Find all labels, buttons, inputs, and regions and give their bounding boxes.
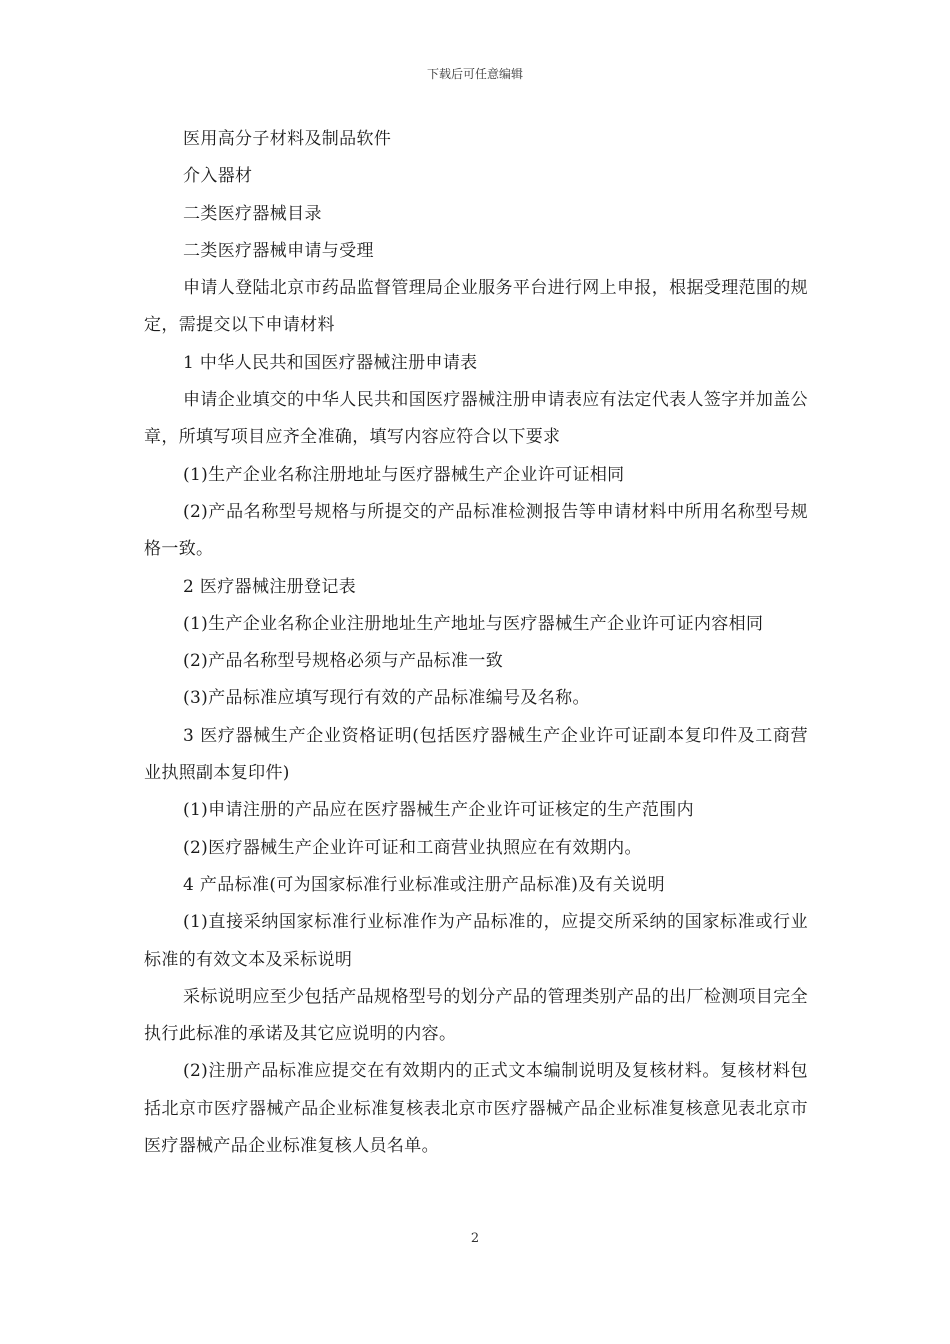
paragraph-item-1-req-1: (1)生产企业名称注册地址与医疗器械生产企业许可证相同 bbox=[183, 464, 625, 485]
paragraph-item-2-req-1: (1)生产企业名称企业注册地址生产地址与医疗器械生产企业许可证内容相同 bbox=[183, 613, 764, 634]
paragraph-section-catalog: 二类医疗器械目录 bbox=[183, 203, 322, 224]
paragraph-item-1-req-2: (2)产品名称型号规格与所提交的产品标准检测报告等申请材料中所用名称型号规格一致。 bbox=[144, 501, 808, 560]
paragraph-item-4-heading: 4 产品标准(可为国家标准行业标准或注册产品标准)及有关说明 bbox=[183, 874, 665, 895]
paragraph-section-application: 二类医疗器械申请与受理 bbox=[183, 240, 374, 261]
paragraph-item-4-req-2: (2)注册产品标准应提交在有效期内的正式文本编制说明及复核材料。复核材料包括北京市医疗器械产品企业标准复核表北京市医疗器械产品企业标准复核意见表北京市医疗器械产品企业标准复核人员名单。 bbox=[144, 1061, 808, 1157]
paragraph-item-4-adoption-note: 采标说明应至少包括产品规格型号的划分产品的管理类别产品的出厂检测项目完全执行此标准的承诺及其它应说明的内容。 bbox=[144, 986, 808, 1045]
paragraph-item-3-req-2: (2)医疗器械生产企业许可证和工商营业执照应在有效期内。 bbox=[183, 837, 642, 858]
document-body bbox=[144, 121, 808, 1165]
paragraph-catalog-item-polymer: 医用高分子材料及制品软件 bbox=[183, 129, 392, 149]
paragraph-item-2-req-2: (2)产品名称型号规格必须与产品标准一致 bbox=[183, 651, 504, 672]
paragraph-item-3-heading: 3 医疗器械生产企业资格证明(包括医疗器械生产企业许可证副本复印件及工商营业执照副本复印件) bbox=[144, 725, 808, 784]
paragraph-item-1-body: 申请企业填交的中华人民共和国医疗器械注册申请表应有法定代表人签字并加盖公章，所填写项目应齐全准确，填写内容应符合以下要求 bbox=[144, 390, 808, 448]
paragraph-item-2-heading: 2 医疗器械注册登记表 bbox=[183, 576, 357, 597]
paragraph-catalog-item-interventional: 介入器材 bbox=[183, 166, 253, 187]
page-number: 2 bbox=[470, 1231, 480, 1246]
paragraph-application-intro: 申请人登陆北京市药品监督管理局企业服务平台进行网上申报，根据受理范围的规定，需提交以下申请材料 bbox=[144, 278, 808, 336]
paragraph-item-3-req-1: (1)申请注册的产品应在医疗器械生产企业许可证核定的生产范围内 bbox=[183, 800, 694, 821]
paragraph-item-2-req-3: (3)产品标准应填写现行有效的产品标准编号及名称。 bbox=[183, 688, 590, 709]
paragraph-item-4-req-1: (1)直接采纳国家标准行业标准作为产品标准的，应提交所采纳的国家标准或行业标准的有效文本及采标说明 bbox=[144, 912, 808, 970]
paragraph-item-1-heading: 1 中华人民共和国医疗器械注册申请表 bbox=[183, 352, 478, 373]
page-header: 下载后可任意编辑 bbox=[426, 67, 523, 81]
